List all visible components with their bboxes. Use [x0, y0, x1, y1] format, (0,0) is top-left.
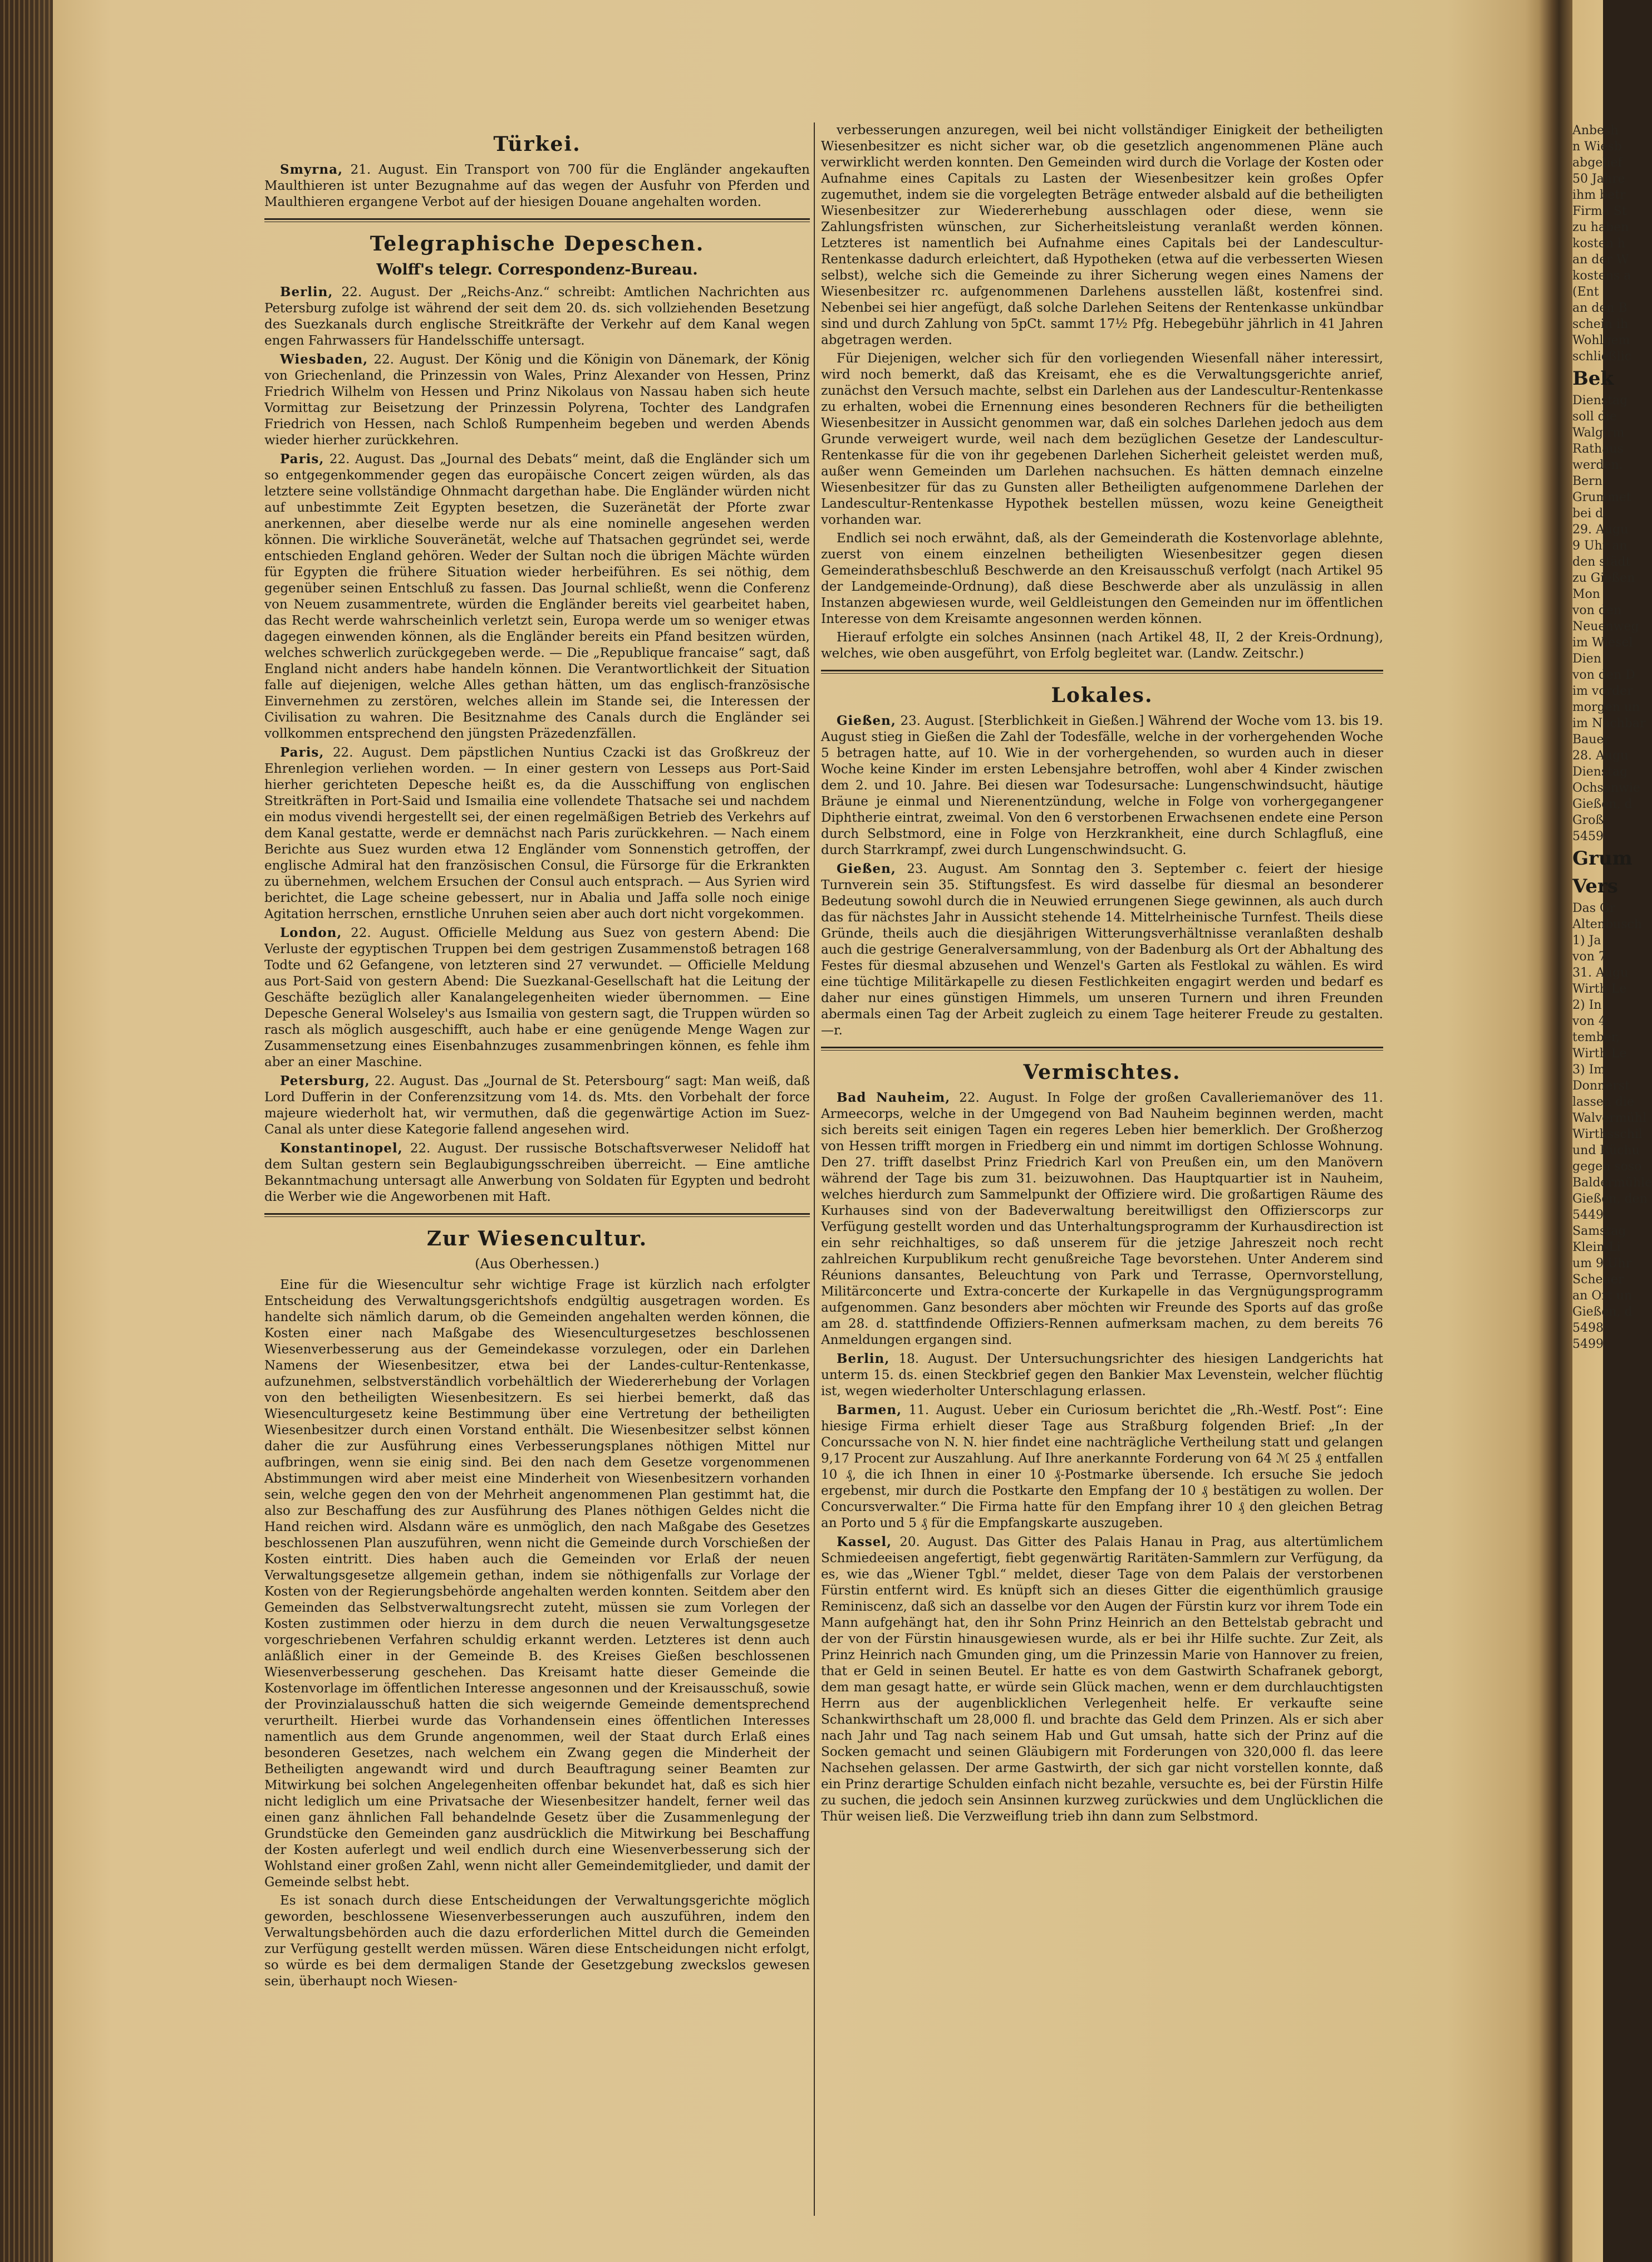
edge-text-line: Altenbusch	[1572, 917, 1642, 931]
edge-text-line: Scheuer	[1572, 1273, 1624, 1287]
edge-text-line: Gießen, d	[1572, 797, 1633, 811]
edge-text-line: morgen un	[1572, 700, 1640, 714]
edge-text-line: 5459	[1572, 830, 1604, 843]
article-paragraph: Barmen, 11. August. Ueber ein Curiosum berichtet die „Rh.-Westf. Post“: Eine hiesige Firma erhielt dieser Tage aus Straßburg folgenden Brief: „In der Concurssache von N. N. hier findet eine nachträgliche Vertheilung statt und gelangen 9,17 Procent zur Auszahlung. Auf Ihre anerkannte Forderung von 64 ℳ 25 ₰ entfallen 10 ₰, die ich Ihnen in einer 10 ₰-Postmarke übersende. Ich ersuche Sie jedoch ergebenst, mir durch die Postkarte den Empfang der 10 ₰ bestätigen zu wollen. Der Concursverwalter.“ Die Firma hatte für den Empfang ihrer 10 ₰ den gleichen Betrag an Porto und 5 ₰ für die Empfangskarte auszugeben.	[821, 1402, 1383, 1530]
article-paragraph: Gießen, 23. August. Am Sonntag den 3. September c. feiert der hiesige Turnverein sein 35. Stiftungsfest. Es wird dasselbe für diesmal an besonderer Bedeutung sowohl durch die in Neuwied errungenen Siege gewinnen, als auch durch das für nächstes Jahr in Aussicht stehende 14. Mittelrheinische Turnfest. Theils diese Gründe, theils auch die diesjährigen Witterungsverhältnisse veranlaßten deshalb auch die gestrige Generalversammlung, von der Badenburg als Ort der Abhaltung des Festes für diesmal abzusehen und Wenzel's Garten als Festlokal zu wählen. Es wird eine tüchtige Militärkapelle zu diesen Festlichkeiten engagirt werden und bedarf es daher nur eines günstigen Himmels, um unseren Turnern und ihren Freunden abermals einen Tag der Arbeit zugleich zu einem Tage heiterer Freude zu gestalten. —r.	[821, 861, 1383, 1038]
edge-text-line: schließlic	[1572, 350, 1631, 364]
edge-text-line: Mon	[1572, 587, 1600, 601]
edge-text-line: schein ih	[1572, 317, 1629, 331]
article-paragraph: Konstantinopel, 22. August. Der russische Botschaftsverweser Nelidoff hat dem Sultan gestern sein Beglaubigungsschreiben überreicht. — Eine amtliche Bekanntmachung untersagt alle Anwerbung von Soldaten für Egypten und bedroht die Werber wie die Angeworbenen mit Haft.	[264, 1141, 810, 1204]
edge-text-line: an Ort un	[1572, 1289, 1633, 1303]
edge-text-line: 31. Augu	[1572, 966, 1629, 980]
article-paragraph: Für Diejenigen, welcher sich für den vorliegenden Wiesenfall näher interessirt, wird noch bemerkt, daß das Kreisamt, ehe es die Verwaltungsgerichte anrief, zunächst den Versuch machte, selbst ein Darlehen aus der Landescultur-Rentenkasse zu erhalten, wobei die Ernennung eines besonderen Rechners für die betheiligten Wiesenbesitzer in Aussicht genommen war, daß ein solches Darlehen jedoch aus dem Grunde verweigert wurde, weil nach dem bezüglichen Gesetze der Landescultur-Rentenkasse für die von ihr gegebenen Darlehen Sicherheit geleistet werden muß, außer wenn Gemeinden um Darlehen nachsuchen. Es hätten demnach einzelne Wiesenbesitzer für das zu Gunsten aller Betheiligten aufgenommene Darlehen der Landescultur-Rentenkasse Hypothek bestellen müssen, wozu keine Geneigtheit vorhanden war.	[821, 351, 1383, 527]
edge-text-line: um 9 Uhr	[1572, 1257, 1632, 1270]
edge-text-line: 2) In	[1572, 998, 1602, 1012]
edge-text-line: Bauer	[1572, 733, 1610, 747]
article-paragraph: Berlin, 18. August. Der Untersuchungsrichter des hiesigen Landgerichts hat unterm 15. ds. einen Steckbrief gegen den Bankier Max Levenstein, welcher flüchtig ist, wegen wiederholter Unterschlagung erlassen.	[821, 1351, 1383, 1399]
edge-text-line: 29. Augu	[1572, 523, 1629, 537]
edge-text-line: 50 Jahre	[1572, 172, 1625, 186]
edge-text-line: von 4	[1572, 1014, 1606, 1028]
edge-text-line: Grummet	[1572, 490, 1631, 504]
page-binding	[1539, 0, 1572, 2262]
article-paragraph: Paris, 22. August. Das „Journal des Debats“ meint, daß die Engländer sich um so entgegenkommender gegen das europäische Concert zeigen würden, als das letztere seine vollständige Ohnmacht dargethan habe. Die Engländer würden nicht auf unbestimmte Zeit Egypten besetzen, die Suzeränetät der Pforte zwar anerkennen, aber dieselbe werde nur als eine nominelle angesehen werden können. Die wirkliche Souveränetät, welche auf Thatsachen gegründet sei, werde entschieden England gehören. Weder der Sultan noch die übrigen Mächte würden für Egypten die frühere Situation wieder herbeiführen. Es sei nöthig, dem gegenüber seinen Entschluß zu fassen. Das Journal schließt, wenn die Conferenz von Neuem zusammentrete, würden die Engländer bereits viel gearbeitet haben, das Recht werde wahrscheinlich verletzt sein, Europa werde um so weniger etwas dagegen einwenden können, als die Engländer bereits ein Pfand besitzen würden, welches schwerlich zurückgegeben werde. — Die „Republique francaise“ sagt, daß England nicht anders habe handeln können. Die Verantwortlichkeit der Situation falle auf diejenigen, welche Alles gethan hätten, um das englisch-französische Einvernehmen zu zerstören, welches allein im Stande sei, die Interessen der Civilisation zu wahren. Die Besitznahme des Canals durch die Engländer sei vollkommen entsprechend den jüngsten Präzedenzfällen.	[264, 452, 810, 741]
edge-text-line: Donnerst	[1572, 1079, 1630, 1093]
edge-text-line: Wirthsschil	[1572, 1127, 1643, 1141]
edge-text-line: 5499	[1572, 1337, 1604, 1351]
edge-text-line: Walvermühl	[1572, 1111, 1647, 1125]
edge-text-line: 28. Augu	[1572, 749, 1629, 763]
section-title-tuerkei: Türkei.	[493, 133, 581, 156]
edge-text-line: abgelief	[1572, 156, 1622, 170]
edge-text-line: kostens a	[1572, 269, 1631, 283]
edge-heading: Vers	[1572, 875, 1618, 897]
edge-text-line: Dienstag	[1572, 765, 1628, 779]
edge-text-line: Baldermühle	[1572, 1176, 1652, 1190]
edge-text-line: lassen die	[1572, 1095, 1635, 1109]
edge-text-line: zu Gießen	[1572, 571, 1635, 585]
edge-text-line: 3) Im	[1572, 1063, 1606, 1077]
article-paragraph: Endlich sei noch erwähnt, daß, als der Gemeinderath die Kostenvorlage ablehnte, zuerst von einem einzelnen betheiligten Wiesenbesitzer gegen diesen Gemeinderathsbeschluß Beschwerde an den Kreisausschuß verfolgt (nach Artikel 95 der Landgemeinde-Ordnung), daß diese Beschwerde aber als unzulässig in allen Instanzen abgewiesen wurde, weil Geldleistungen den Gemeinden nur im öffentlichen Interesse von dem Kreisamte angesonnen werden können.	[821, 531, 1383, 626]
edge-text-line: gegen soso	[1572, 1160, 1642, 1174]
article-paragraph: Bad Nauheim, 22. August. In Folge der großen Cavalleriemanöver des 11. Armeecorps, welche in der Umgegend von Bad Nauheim beginnen werden, macht sich bereits seit einigen Tagen ein regeres Leben hier bemerklich. Der Großherzog von Hessen trifft morgen in Friedberg ein und nimmt im dortigen Schlosse Wohnung. Den 27. trifft daselbst Prinz Friedrich Karl von Preußen ein, um den Manövern während der Tage bis zum 31. beizuwohnen. Das Hauptquartier ist in Nauheim, welches hierdurch zum Sammelpunkt der Offiziere wird. Die großartigen Räume des Kurhauses sind von der Badeverwaltung bereitwilligst den Offizierscorps zur Verfügung gestellt worden und das Unterhaltungsprogramm der Kurhausdirection ist ein sehr reichhaltiges, so daß unserem für die jetzige Jahreszeit noch recht zahlreichen Kurpublikum recht genußreiche Tage bevorstehen. Unter Anderem sind Réunions dansantes, Beleuchtung von Park und Terrasse, Opernvorstellung, Militärconcerte und Extra-concerte der Kurkapelle in das Vergnügungsprogramm aufgenommen. Ganz besonders aber möchten wir Freunde des Sports auf das große am 28. d. stattfindende Offiziers-Rennen aufmerksam machen, zu dem bereits 76 Anmeldungen ergangen sind.	[821, 1090, 1383, 1347]
edge-text-line: werden.	[1572, 458, 1623, 472]
article-paragraph: Es ist sonach durch diese Entscheidungen der Verwaltungsgerichte möglich geworden, beschlossene Wiesenverbesserungen auch auszuführen, indem den Verwaltungsbehörden auch die dazu erforderlichen Mittel durch die Gemeinden zur Verfügung gestellt werden müssen. Wären diese Entscheidungen nicht erfolgt, so würde es bei dem dermaligen Stande der Gesetzgebung zweckslos gewesen sein, überhaupt noch Wiesen-	[264, 1893, 810, 1989]
article-paragraph: Kassel, 20. August. Das Gitter des Palais Hanau in Prag, aus altertümlichem Schmiedeeisen angefertigt, fiebt gegenwärtig Raritäten-Sammlern zur Verfügung, da es, wie das „Wiener Tgbl.“ meldet, dieser Tage von dem Palais der verstorbenen Fürstin entfernt wird. Es knüpft sich an dieses Gitter die eigenthümlich grausige Reminiscenz, daß sich an dasselbe vor den Augen der Fürstin kurz vor ihrem Tode ein Mann aufgehängt hat, den ihr Sohn Prinz Heinrich an den Bettelstab gebracht und der von der Fürstin hinausgewiesen wurde, als er bei ihr Hilfe suchte. Zur Zeit, als Prinz Heinrich nach Gmunden ging, um die Prinzessin Marie von Hannover zu freien, that er Geld in seinen Beutel. Er hatte es von dem Gastwirth Schafranek geborgt, dem man gesagt hatte, er würde sein Glück machen, wenn er dem durchlauchtigsten Herrn aus der augenblicklichen Verlegenheit helfe. Er verkaufte seine Schankwirthschaft um 28,000 fl. und brachte das Geld dem Prinzen. Als er sich aber nach Jahr und Tag nach seinem Hab und Gut umsah, hatte sich der Prinz auf die Socken gemacht und seinen Gläubigern mit Forderungen von 320,000 fl. das leere Nachsehen gelassen. Der arme Gastwirth, der sich gar nicht vorstellen konnte, daß ein Prinz derartige Schulden einfach nicht bezahle, versuchte es, bei der Fürstin Hilfe zu suchen, die jedoch sein Ansinnen kurzweg zurückwies und dem Unglücklichen die Thür weisen ließ. Die Verzweiflung trieb ihn dann zum Selbstmord.	[821, 1534, 1383, 1824]
edge-text-line: Wohlgem	[1572, 333, 1630, 347]
edge-text-line: soll die	[1572, 410, 1617, 424]
article-paragraph: Smyrna, 21. August. Ein Transport von 700 für die Engländer angekauften Maulthieren ist unter Bezugnahme auf das wegen der Ausfuhr von Pferden und Maulthieren ergangene Verbot auf der hiesigen Douane angehalten worden.	[264, 162, 810, 209]
edge-text-line: kosten h	[1572, 237, 1626, 251]
section-source-note: (Aus Oberhessen.)	[475, 1256, 599, 1272]
edge-text-line: im vorder	[1572, 684, 1633, 698]
section-divider	[821, 670, 1383, 674]
article-paragraph: verbesserungen anzuregen, weil bei nicht vollständiger Einigkeit der betheiligten Wiesenbesitzer es nicht sicher war, ob die gesetzlich angenommenen Pläne auch verwirklicht werden konnten. Den Gemeinden wird durch die Vorlage der Kosten oder Aufnahme eines Capitals zu Lasten der Wiesenbesitzer kein großes Opfer zugemuthet, indem sie die vorgelegten Beträge entweder alsbald auf die betheiligten Wiesenbesitzer zur Wiedererhebung ausschlagen oder diese, wenn sie Zahlungsfristen wünschen, zur Sicherheitsleistung veranlaßt werden können. Letzteres ist namentlich bei Aufnahme eines Capitals bei der Landescultur-Rentenkasse dadurch erleichtert, daß Hypotheken (etwa auf die verbesserten Wiesen selbst), welche sich die Gemeinde zu ihrer Sicherung wegen eines Namens der Wiesenbesitzer rc. aufgenommenen Darlehens ausstellen läßt, kostenfrei sind. Nebenbei sei hier angefügt, daß solche Darlehen Seitens der Rentenkasse unkündbar sind und durch Zahlung von 5pCt. sammt 17½ Pfg. Hebegebühr jährlich in 41 Jahren abgetragen werden.	[821, 123, 1383, 347]
edge-text-line: von 7	[1572, 950, 1606, 964]
section-divider	[264, 218, 810, 222]
adjacent-page-edge	[1572, 122, 1652, 2216]
edge-text-line: an den B	[1572, 301, 1628, 315]
edge-text-line: tember,	[1572, 1031, 1620, 1044]
section-title-depeschen: Telegraphische Depeschen.	[370, 232, 705, 256]
edge-text-line: Firma St	[1572, 204, 1627, 218]
edge-text-line: Samstag	[1572, 1224, 1626, 1238]
edge-text-line: von den	[1572, 603, 1622, 617]
edge-text-line: Anbesh	[1572, 124, 1619, 138]
section-title-vermischtes: Vermischtes.	[1023, 1061, 1181, 1084]
column-rule	[814, 122, 815, 2216]
edge-heading: Grum	[1572, 847, 1633, 870]
edge-text-line: Wirth Le	[1572, 1047, 1627, 1061]
edge-text-line: Dien	[1572, 652, 1601, 666]
edge-text-line: zu haben	[1572, 220, 1629, 234]
article-paragraph: Eine für die Wiesencultur sehr wichtige Frage ist kürzlich nach erfolgter Entscheidung des Verwaltungsgerichtshofs endgültig ausgetragen worden. Es handelte sich nämlich darum, ob die Gemeinden angehalten werden können, die Kosten einer nach Maßgabe des Wiesenculturgesetzes beschlossenen Wiesenverbesserung aus der Gemeindekasse vorzulegen, oder ein Darlehen Namens der Wiesenbesitzer, etwa bei der Landes-cultur-Rentenkasse, aufzunehmen, selbstverständlich vorbehältlich der Wiedererhebung der Vorlagen von den betheiligten Wiesenbesitzern. Es sei hierbei bemerkt, daß das Wiesenculturgesetz keine Bestimmung über eine Vertretung der betheiligten Wiesenbesitzer durch einen Vorstand enthält. Die Wiesenbesitzer selbst können daher die zur Ausführung eines Verbesserungsplanes nöthigen Mittel nur aufbringen, wenn sie einig sind. Bei den nach dem Gesetze vorgenommenen Abstimmungen wird aber meist eine Minderheit von Wiesenbesitzern vorhanden sein, welche gegen den von der Mehrheit angenommenen Plan gestimmt hat, die also zur Beschaffung des zur Ausführung des Planes nöthigen Geldes nicht die Hand reichen wird. Alsdann wäre es unmöglich, den nach Maßgabe des Gesetzes beschlossenen Plan auszuführen, wenn nicht die Gemeinde durch Vorschießen der Kosten eintritt. Dies haben auch die Gemeinden vor Erlaß der neuen Verwaltungsgesetze allgemein gethan, indem sie nöthigenfalls zur Vorlage der Kosten von der Regierungsbehörde angehalten werden konnten. Seitdem aber den Gemeinden das Selbstverwaltungsrecht zuteht, müssen sie zum Vorlegen der Kosten zustimmen oder hierzu in dem durch die neuen Verwaltungsgesetze vorgeschriebenen Verfahren schuldig erkannt werden. Letzteres ist denn auch anläßlich einer in der Gemeinde B. des Kreises Gießen beschlossenen Wiesenverbesserung geschehen. Das Kreisamt hatte dieser Gemeinde die Kostenvorlage im öffentlichen Interesse angesonnen und der Kreisausschuß, sowie der Provinzialausschuß hatten die sich weigernde Gemeinde dementsprechend verurtheilt. Hierbei wurde das Vorhandensein eines öffentlichen Interesses namentlich aus dem Grunde angenommen, weil der Staat durch Erlaß eines besonderen Gesetzes, nach welchem ein Zwang gegen die Minderheit der Betheiligten angewandt wird und durch Beauftragung seiner Beamten zur Mitwirkung bei solchen Angelegenheiten offenbar bekundet hat, daß es sich hier nicht lediglich um eine Privatsache der Wiesenbesitzer handelt, ferner weil das einen ganz ähnlichen Fall behandelnde Gesetz über die Zusammenlegung der Grundstücke den Gemeinden ganz ausdrücklich die Mitwirkung bei Beschaffung der Kosten auferlegt und weil endlich durch eine Wiesenverbesserung sich der Wohlstand einer großen Zahl, wenn nicht aller Gemeindemitglieder, und damit der Gemeinde selbst hebt.	[264, 1278, 810, 1890]
edge-text-line: Walgirm	[1572, 426, 1625, 440]
edge-text-line: Das Gr	[1572, 901, 1616, 915]
edge-text-line: Klein-Li	[1572, 1240, 1621, 1254]
article-paragraph: Gießen, 23. August. [Sterblichkeit in Gießen.] Während der Woche vom 13. bis 19. August stieg in Gießen die Zahl der Todesfälle, welche in der vorhergehenden Woche 5 betragen hatte, auf 10. Wie in der vorhergehenden, so wurden auch in dieser Woche keine Kinder im ersten Lebensjahre betroffen, wohl aber 4 Kinder zwischen dem 2. und 10. Jahre. Bei diesen war Todesursache: Lungenschwindsucht, häutige Bräune je einmal und Nierenentzündung, welche in Folge von vorhergegangener Diphtherie eintrat, zweimal. Von den 6 verstorbenen Erwachsenen endete eine Person durch Selbstmord, eine in Folge von Herzkrankheit, eine durch Schlagfluß, eine durch Starrkrampf, zwei durch Lungenschwindsucht. G.	[821, 713, 1383, 857]
edge-text-line: Ochsenwie	[1572, 781, 1640, 795]
page-gutter	[0, 0, 53, 2262]
article-paragraph: Hierauf erfolgte ein solches Ansinnen (nach Artikel 48, II, 2 der Kreis-Ordnung), welches, wie oben ausgeführt, von Erfolg begleitet war. (Landw. Zeitschr.)	[821, 630, 1383, 661]
edge-text-line: den städt	[1572, 555, 1631, 569]
edge-text-line: n Wiesb	[1572, 140, 1622, 154]
edge-text-line: 5449	[1572, 1208, 1604, 1222]
edge-text-line: Bern	[1572, 474, 1602, 488]
edge-text-line: ihm betr	[1572, 188, 1626, 202]
middle-column	[821, 122, 1383, 2216]
edge-text-line: Wirth Le	[1572, 982, 1627, 996]
edge-text-line: Rathaus	[1572, 442, 1624, 456]
edge-text-line: 9 Uhr an	[1572, 539, 1628, 553]
edge-text-line: und Rüchu	[1572, 1144, 1640, 1157]
edge-text-line: Neuenweg	[1572, 620, 1639, 634]
article-paragraph: Paris, 22. August. Dem päpstlichen Nuntius Czacki ist das Großkreuz der Ehrenlegion verliehen worden. — In einer gestern von Lesseps aus Port-Said hierher gerichteten Depesche heißt es, da die Ausschiffung von englischen Streitkräften in Port-Said und Ismailia eine vollendete Thatsache sei und nachdem ein modus vivendi hergestellt sei, der einen regelmäßigen Betrieb des Verkehrs auf dem Kanal gestatte, werde er demnächst nach Paris zurückkehren. — Nach einem Berichte aus Suez wurden etwa 12 Engländer vom Sonnenstich getroffen, der englische Admiral hat den französischen Consul, die Fürsorge für die Erkrankten zu übernehmen, welchem Ersuchen der Consul auch entsprach. — Aus Syrien wird berichtet, die Lage scheine gebessert, nur in Abalia und Jaffa solle noch einige Agitation herrschen, ernstliche Unruhen seien aber auch dort nicht vorgekommen.	[264, 745, 810, 921]
edge-text-line: im Wiesel	[1572, 636, 1633, 650]
section-title-lokales: Lokales.	[1051, 684, 1153, 707]
edge-text-line: Gießen, den	[1572, 1192, 1648, 1206]
edge-heading: Bek	[1572, 367, 1614, 390]
article-paragraph: Petersburg, 22. August. Das „Journal de St. Petersbourg“ sagt: Man weiß, daß Lord Dufferin in der Conferenzsitzung vom 14. ds. Mts. den Vorbehalt der force majeure wiederholt hat, wir vermuthen, daß die gegenwärtige Action im Suez-Canal als unter diese Kategorie fallend angesehen wird.	[264, 1073, 810, 1137]
edge-text-line: Dienstag	[1572, 394, 1628, 408]
article-paragraph: Berlin, 22. August. Der „Reichs-Anz.“ schreibt: Amtlichen Nachrichten aus Petersburg zufolge ist während der seit dem 20. ds. sich vollziehenden Besetzung des Suezkanals durch englische Streitkräfte der Verkehr auf dem Kanal wegen engen Fahrwassers für Handelsschiffe untersagt.	[264, 284, 810, 348]
section-divider	[821, 1047, 1383, 1051]
edge-text-line: 5498	[1572, 1321, 1604, 1335]
article-paragraph: London, 22. August. Officielle Meldung aus Suez von gestern Abend: Die Verluste der egyptischen Truppen bei dem gestrigen Zusammenstoß betragen 168 Todte und 62 Gefangene, von letzteren sind 27 verwundet. — Officielle Meldung aus Port-Said von gestern Abend: Die Suezkanal-Gesellschaft hat die Leitung der Geschäfte bezüglich aller Kanalangelegenheiten wieder übernommen. — Eine Depesche General Wolseley's aus Ismailia von gestern sagt, die Truppen würden so rasch als möglich ausgeschifft, auch habe er eine genügende Menge Wagen zur Zusammensetzung eines Eisenbahnzuges zusammenbringen können, es fehle ihm aber an einer Maschine.	[264, 925, 810, 1069]
section-subtitle-depeschen: Wolff's telegr. Correspondenz-Bureau.	[376, 261, 698, 278]
edge-text-line: bei d	[1572, 507, 1604, 521]
edge-text-line: von den D	[1572, 668, 1635, 682]
edge-text-line: Gießen, d	[1572, 1305, 1633, 1319]
section-title-wiesencultur: Zur Wiesencultur.	[426, 1227, 648, 1250]
edge-text-line: 1) Ja	[1572, 934, 1601, 948]
article-paragraph: Wiesbaden, 22. August. Der König und die Königin von Dänemark, der König von Griechenland, die Prinzessin von Wales, Prinz Alexander von Hessen, Prinz Friedrich Wilhelm von Hessen und Prinz Nikolaus von Nassau haben sich heute Vormittag zur Beisetzung der Prinzessin Polyrena, Tochter des Landgrafen Friedrich von Hessen, nach Schloß Rumpenheim begeben und werden Abends wieder hierher zurückkehren.	[264, 352, 810, 448]
section-divider	[264, 1213, 810, 1217]
edge-text-line: Groß	[1572, 813, 1604, 827]
edge-text-line: an der W	[1572, 253, 1629, 267]
edge-text-line: im Nachbar	[1572, 717, 1646, 730]
edge-text-line: (Ent	[1572, 285, 1599, 299]
left-column	[264, 122, 810, 2216]
